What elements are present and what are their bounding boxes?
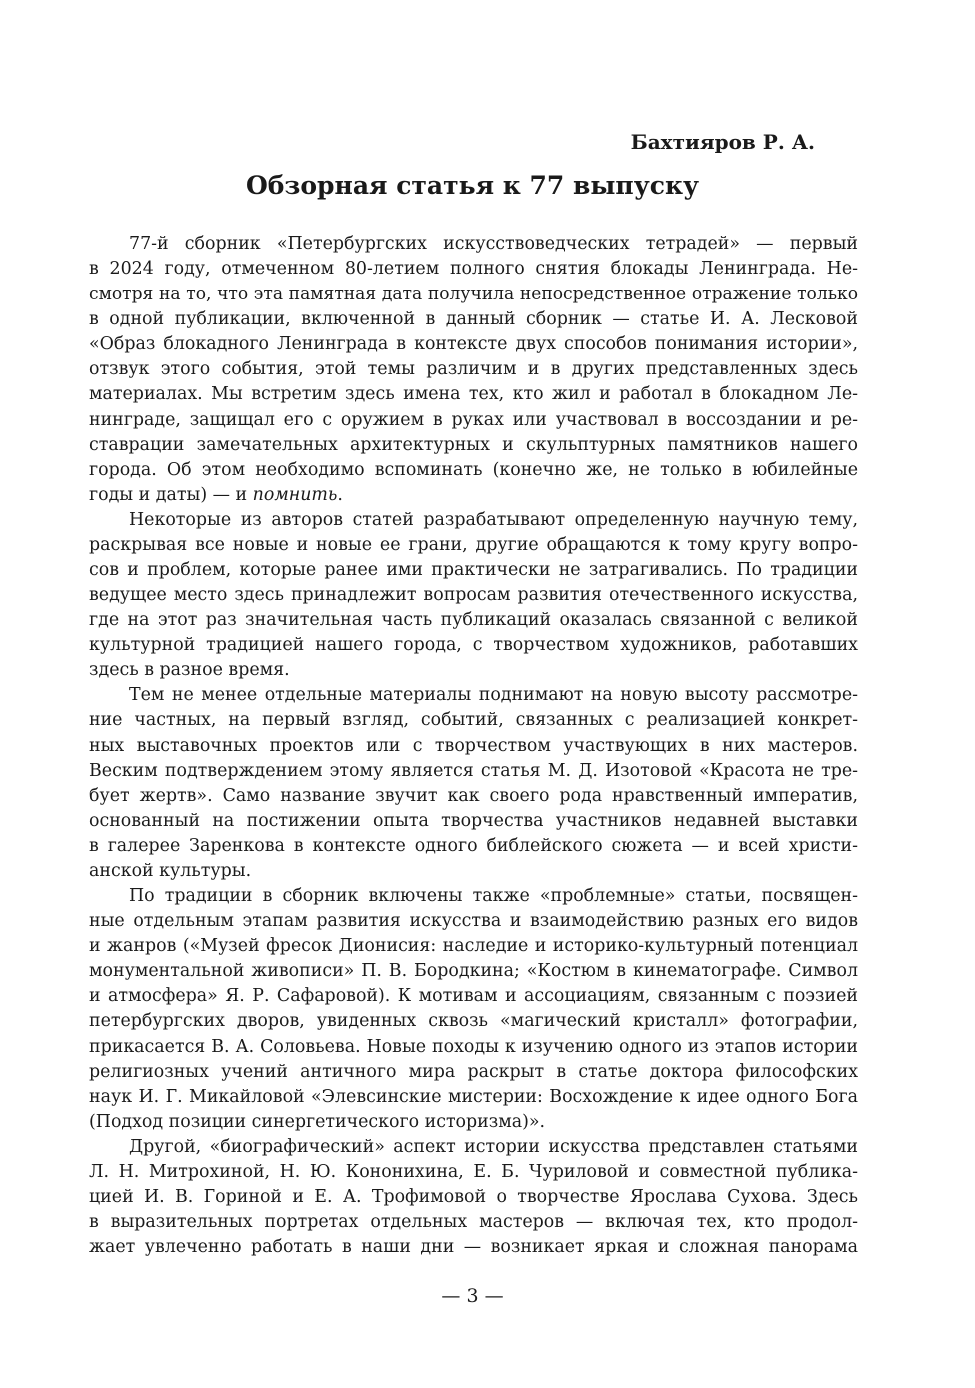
- text-line: ные отдельным этапам развития искусства и взаимодействию разных его видов: [89, 911, 858, 932]
- article-title: Обзорная статья к 77 выпуску: [245, 171, 700, 200]
- text-line: и жанров («Музей фресок Дионисия: наследие и историко-культурный потенциал: [89, 936, 858, 957]
- text-line: ных выставочных проектов или с творчеством участвующих в них мастеров.: [89, 735, 858, 756]
- text-line: материалах. Мы встретим здесь имена тех, кто жил и работал в блокадном Ле-: [89, 384, 858, 405]
- paragraph-5: [89, 1135, 858, 1260]
- text-line: в 2024 году, отмеченном 80-летием полного снятия блокады Ленинграда. Не-: [89, 259, 858, 280]
- paragraph-1: [89, 232, 858, 508]
- text-line: «Образ блокадного Ленинграда в контексте двух способов понимания истории»,: [89, 334, 858, 355]
- text-line: раскрывая все новые и новые ее грани, другие обращаются к тому кругу вопро-: [89, 534, 858, 555]
- article-body: [89, 232, 858, 1260]
- paragraph-2: [89, 508, 858, 684]
- text-line: цией И. В. Гориной и Е. А. Трофимовой о творчестве Ярослава Сухова. Здесь: [89, 1186, 858, 1207]
- text-line: Тем не менее отдельные материалы поднимают на новую высоту рассмотре-: [129, 685, 858, 706]
- paragraph-4: [89, 884, 858, 1135]
- author-name: Бахтияров Р. А.: [630, 130, 815, 154]
- text-line: Л. Н. Митрохиной, Н. Ю. Кононихина, Е. Б. Чуриловой и совместной публика-: [89, 1161, 858, 1182]
- text-line: ведущее место здесь принадлежит вопросам развития отечественного искусства,: [89, 585, 858, 606]
- text-line: наук И. Г. Микайловой «Элевсинские мистерии: Восхождение к идее одного Бога: [89, 1086, 858, 1107]
- paragraph-3: [89, 683, 858, 884]
- italic-word: помнить: [252, 484, 338, 505]
- text-line: ние частных, на первый взгляд, событий, связанных с реализацией конкрет-: [89, 710, 858, 731]
- text-line: религиозных учений античного мира раскрыт в статье доктора философских: [89, 1061, 858, 1082]
- text-line: Некоторые из авторов статей разрабатывают определенную научную тему,: [129, 509, 858, 530]
- text-line: сов и проблем, которые ранее ими практически не затрагивались. По традиции: [89, 560, 858, 581]
- text-line: в одной публикации, включенной в данный сборник — статье И. А. Лесковой: [89, 309, 858, 330]
- text-line: где на этот раз значительная часть публикаций оказалась связанной с великой: [89, 610, 858, 631]
- text-run: годы и даты) — и: [89, 484, 253, 505]
- text-line: в выразительных портретах отдельных мастеров — включая тех, кто продол-: [89, 1212, 858, 1233]
- text-line: нинграде, защищал его с оружием в руках или участвовал в воссоздании и ре-: [89, 409, 858, 430]
- text-line: Веским подтверждением этому является статья М. Д. Изотовой «Красота не тре-: [89, 760, 858, 781]
- text-line: (Подход позиции синергетического историзма)».: [89, 1111, 546, 1132]
- text-line: жает увлеченно работать в наши дни — возникает яркая и сложная панорама: [89, 1237, 858, 1258]
- text-line: здесь в разное время.: [89, 660, 290, 681]
- text-line: монументальной живописи» П. В. Бородкина; «Костюм в кинематографе. Символ: [89, 961, 858, 982]
- text-line: смотря на то, что эта памятная дата получила непосредственное отражение только: [89, 284, 858, 305]
- text-line: города. Об этом необходимо вспоминать (конечно же, не только в юбилейные: [89, 459, 858, 480]
- text-line: Другой, «биографический» аспект истории искусства представлен статьями: [129, 1136, 858, 1157]
- text-line: 77-й сборник «Петербургских искусствоведческих тетрадей» — первый: [129, 234, 858, 254]
- text-line: и атмосфера» Я. Р. Сафаровой). К мотивам и ассоциациям, связанным с поэзией: [89, 986, 858, 1007]
- text-line: анской культуры.: [89, 860, 252, 881]
- text-line: бует жертв». Само название звучит как своего рода нравственный императив,: [89, 785, 858, 806]
- text-line: в галерее Заренкова в контексте одного библейского сюжета — и всей христи-: [89, 835, 858, 856]
- text-line: культурной традицией нашего города, с творчеством художников, работавших: [89, 635, 858, 656]
- text-line: основанный на постижении опыта творчества участников недавней выставки: [89, 810, 858, 831]
- text-line: отзвук этого события, этой темы различим и в других представленных здесь: [89, 359, 858, 380]
- text-line: [89, 483, 858, 508]
- page-number: — 3 —: [441, 1285, 504, 1307]
- text-line: ставрации замечательных архитектурных и скульптурных памятников нашего: [89, 434, 858, 455]
- text-line: прикасается В. А. Соловьева. Новые походы к изучению одного из этапов истории: [89, 1036, 858, 1057]
- text-line: По традиции в сборник включены также «проблемные» статьи, посвящен-: [129, 886, 858, 907]
- text-run: .: [337, 484, 343, 505]
- text-line: петербургских дворов, увиденных сквозь «магический кристалл» фотографии,: [89, 1011, 858, 1032]
